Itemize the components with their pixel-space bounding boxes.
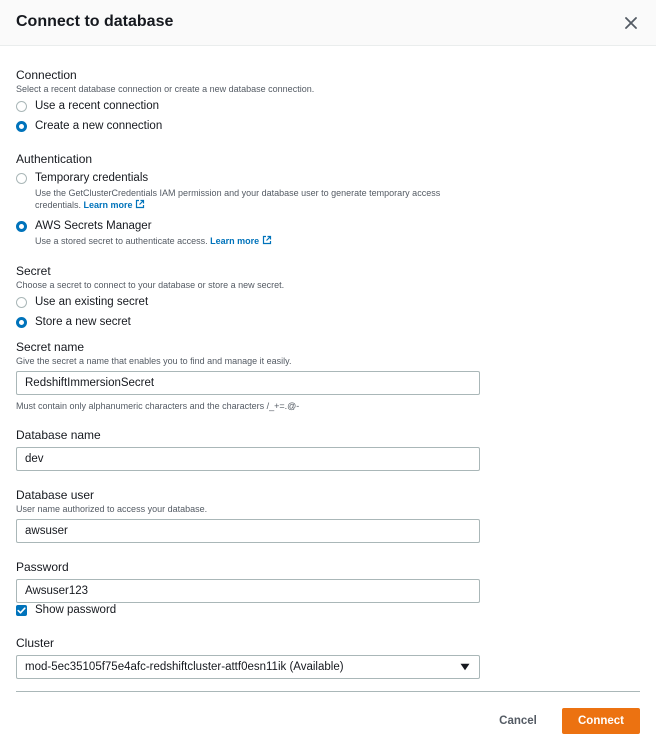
secret-name-hint: Must contain only alphanumeric characters and the characters /_+=.@-: [16, 401, 300, 411]
footer-divider: [16, 691, 640, 692]
radio-temporary-credentials[interactable]: [16, 173, 27, 184]
option-temporary-credentials-label: Temporary credentials: [35, 172, 149, 184]
connection-description: Select a recent database connection or create a new database connection.: [16, 84, 315, 94]
database-name-value: dev: [25, 453, 44, 465]
dialog-header: [0, 0, 656, 46]
secret-name-label: Secret name: [16, 340, 85, 354]
database-user-description: User name authorized to access your database.: [16, 504, 208, 514]
learn-more-link-secrets[interactable]: Learn more: [210, 236, 260, 246]
authentication-label: Authentication: [16, 152, 93, 166]
option-existing-secret-label: Use an existing secret: [35, 296, 149, 308]
show-password-label: Show password: [35, 604, 117, 616]
cluster-select-value: mod-5ec35105f75e4afc-redshiftcluster-attf0esn11ik (Available): [25, 661, 344, 673]
secret-name-description: Give the secret a name that enables you to find and manage it easily.: [16, 356, 292, 366]
temporary-credentials-description-cont: [35, 199, 145, 211]
secret-name-value: RedshiftImmersionSecret: [25, 377, 155, 389]
aws-secrets-manager-description: [35, 235, 272, 247]
temporary-credentials-description: Use the GetClusterCredentials IAM permission and your database user to generate temporary access: [35, 188, 441, 198]
option-aws-secrets-manager-label: AWS Secrets Manager: [35, 220, 152, 232]
external-link-icon: [262, 235, 272, 245]
secret-label: Secret: [16, 264, 51, 278]
radio-new-connection[interactable]: [16, 121, 27, 132]
database-user-value: awsuser: [25, 525, 68, 537]
password-value: Awsuser123: [25, 585, 89, 597]
radio-recent-connection[interactable]: [16, 101, 27, 112]
database-user-label: Database user: [16, 488, 95, 502]
database-user-input[interactable]: [16, 519, 480, 543]
option-new-secret-label: Store a new secret: [35, 316, 131, 328]
secret-name-input[interactable]: [16, 371, 480, 395]
database-name-label: Database name: [16, 428, 101, 442]
option-recent-connection-label: Use a recent connection: [35, 100, 160, 112]
learn-more-link-temporary[interactable]: Learn more: [83, 200, 133, 210]
aws-secrets-manager-description-text: Use a stored secret to authenticate access.: [35, 236, 208, 246]
connection-label: Connection: [16, 68, 77, 82]
radio-existing-secret[interactable]: [16, 297, 27, 308]
close-icon[interactable]: [622, 14, 640, 32]
option-new-connection-label: Create a new connection: [35, 120, 163, 132]
cancel-button[interactable]: Cancel: [499, 715, 537, 727]
secret-description: Choose a secret to connect to your database or store a new secret.: [16, 280, 285, 290]
radio-aws-secrets-manager[interactable]: [16, 221, 27, 232]
connect-button[interactable]: Connect: [562, 708, 640, 734]
cluster-select[interactable]: [16, 655, 480, 679]
dialog-title: Connect to database: [16, 13, 174, 30]
radio-new-secret[interactable]: [16, 317, 27, 328]
temporary-credentials-description-end: credentials.: [35, 200, 82, 210]
database-name-input[interactable]: [16, 447, 480, 471]
password-input[interactable]: [16, 579, 480, 603]
caret-down-icon: [460, 663, 470, 671]
external-link-icon: [135, 199, 145, 209]
password-label: Password: [16, 560, 69, 574]
check-icon: [16, 605, 27, 616]
show-password-checkbox[interactable]: [16, 605, 27, 616]
cluster-label: Cluster: [16, 636, 55, 650]
